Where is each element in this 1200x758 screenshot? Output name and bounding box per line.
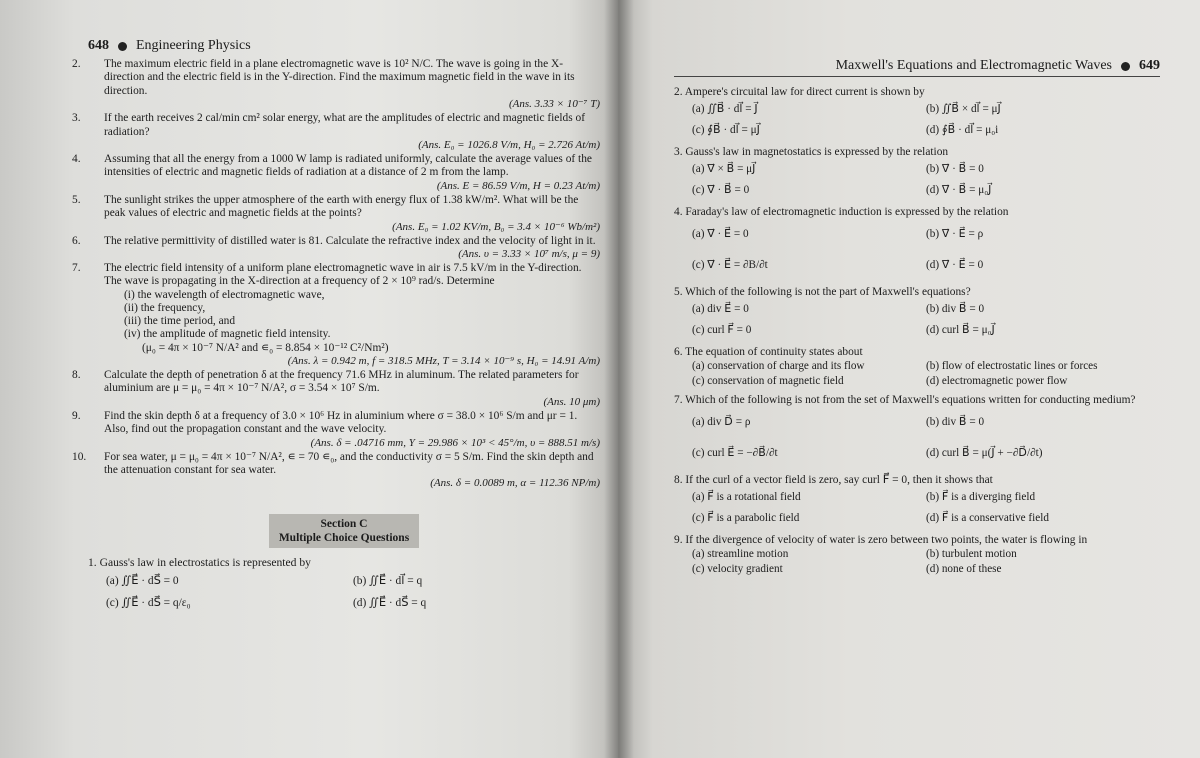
section-title: Multiple Choice Questions xyxy=(278,532,410,545)
problem-6: 6. The relative permittivity of distilled water is 81. Calculate the refractive index and the velocity of light in it. (Ans. υ = 3.33 × 10⁷ m/s, μ = 9) xyxy=(72,234,600,261)
mcq-2-options xyxy=(692,99,1160,141)
mcq-2-question: 2. Ampere's circuital law for direct current is shown by xyxy=(674,86,925,98)
option-c: (c) curl E⃗ = −∂B⃗/∂t xyxy=(692,447,778,459)
problem-3: 3. If the earth receives 2 cal/min cm² solar energy, what are the amplitudes of electric and magnetic fields of radiation? (Ans. E₀ = 1026.8 V/m, H₀ = 2.726 At/m) xyxy=(72,112,600,152)
mcq-3-options xyxy=(692,159,1160,201)
option-c: (c) velocity gradient xyxy=(692,563,783,575)
problem-5: 5. The sunlight strikes the upper atmosphere of the earth with energy flux of 1.38 kW/m². What will be the peak values of electric and magnetic fields at the points? (Ans. E₀ = 1.02 KV/m, B₀ = 3.4 × 10⁻⁶ Wb/m²) xyxy=(72,193,600,233)
answer: (Ans. E = 86.59 V/m, H = 0.23 At/m) xyxy=(436,179,600,192)
mcq-3-question: 3. Gauss's law in magnetostatics is expressed by the relation xyxy=(674,146,949,158)
right-running-title: Maxwell's Equations and Electromagnetic Waves xyxy=(835,58,1112,73)
right-page xyxy=(618,0,1200,758)
option-c: (c) ∇⃗ · B⃗ = 0 xyxy=(692,184,750,196)
option-c: (c) ∇⃗ · E⃗ = ∂B/∂t xyxy=(692,259,768,271)
option-a: (a) conservation of charge and its flow xyxy=(692,360,865,372)
answer: (Ans. E₀ = 1.02 KV/m, B₀ = 3.4 × 10⁻⁶ Wb/m²) xyxy=(392,220,600,233)
bullet-icon xyxy=(1121,62,1130,71)
option-d: (d) curl B⃗ = μ(J⃗ + −∂D⃗/∂t) xyxy=(926,447,1043,459)
answer: (Ans. 10 μm) xyxy=(543,395,600,408)
part-ii: (ii) the frequency, xyxy=(124,302,206,315)
option-c: (c) ∮B⃗ · dl⃗ = μJ⃗ xyxy=(692,124,760,136)
answer: (Ans. δ = .04716 mm, Υ = 29.986 × 10³ < 45°/m, υ = 888.51 m/s) xyxy=(310,436,600,449)
problem-8: 8. Calculate the depth of penetration δ at the frequency 71.6 MHz in aluminum. The related parameters for aluminium are μ = μ₀ = 4π × 10⁻⁷ N/A², σ = 3.54 × 10⁷ S/m. (Ans. 10 μm) xyxy=(72,368,600,408)
right-header xyxy=(674,58,1160,77)
answer: (Ans. υ = 3.33 × 10⁷ m/s, μ = 9) xyxy=(458,248,600,261)
answer: (Ans. E₀ = 1026.8 V/m, H₀ = 2.726 At/m) xyxy=(418,139,600,152)
answer: (Ans. δ = 0.0089 m, α = 112.36 NP/m) xyxy=(430,477,600,490)
option-d: (d) electromagnetic power flow xyxy=(926,375,1068,387)
problem-10: 10. For sea water, μ = μ₀ = 4π × 10⁻⁷ N/A², ∊ = 70 ∊₀, and the conductivity σ = 5 S/m. Find the skin depth and the attenuation constant for sea water. (Ans. δ = 0.0089 m, α = 112.36 NP/m) xyxy=(72,450,600,490)
mcq-5-question: 5. Which of the following is not the part of Maxwell's equations? xyxy=(674,286,971,298)
option-d: (d) F⃗ is a conservative field xyxy=(926,512,1049,524)
mcq-7-options xyxy=(692,407,1160,469)
option-a: (a) streamline motion xyxy=(692,548,789,560)
mcq-7-question: 7. Which of the following is not from the set of Maxwell's equations written for conducting medium? xyxy=(674,394,1136,406)
option-c: (c) conservation of magnetic field xyxy=(692,375,844,387)
mcq-6-question: 6. The equation of continuity states about xyxy=(674,346,863,358)
option-b: (b) ∬B⃗ × dl⃗ = μJ⃗ xyxy=(926,103,1001,115)
option-a: (a) ∇⃗ × B⃗ = μJ⃗ xyxy=(692,163,756,175)
option-d: (d) ∇⃗ · E⃗ = 0 xyxy=(926,259,984,271)
option-c: (c) ∬E⃗ · dS⃗ = q/ε₀ xyxy=(106,597,191,610)
left-running-title: Engineering Physics xyxy=(136,38,251,53)
option-d: (d) curl B⃗ = μ₀J⃗ xyxy=(926,324,995,336)
problem-2: 2. The maximum electric field in a plane electromagnetic wave is 10² N/C. The wave is going in the X-direction and the electric field is in the Y-direction. Find the maximum magnetic field in the wave in its direction. (Ans. 3.33 × 10⁻⁷ T) xyxy=(72,58,600,111)
mcq-6-options xyxy=(692,359,1160,389)
part-iv: (iv) the amplitude of magnetic field intensity. xyxy=(124,328,331,341)
answer: (Ans. 3.33 × 10⁻⁷ T) xyxy=(509,98,600,111)
mcq-8-options xyxy=(692,487,1160,529)
option-d: (d) ∮B⃗ · dl⃗ = μ₀i xyxy=(926,124,999,136)
mcq-9-options xyxy=(692,547,1160,577)
mcq-4-options xyxy=(692,219,1160,281)
answer: (Ans. λ = 0.942 m, f = 318.5 MHz, T = 3.14 × 10⁻⁹ s, H₀ = 14.91 A/m) xyxy=(287,354,600,367)
option-b: (b) F⃗ is a diverging field xyxy=(926,491,1036,503)
option-a: (a) ∇⃗ · E⃗ = 0 xyxy=(692,228,749,240)
option-b: (b) div B⃗ = 0 xyxy=(926,416,985,428)
problem-4: 4. Assuming that all the energy from a 1000 W lamp is radiated uniformly, calculate the average values of the intensities of electric and magnetic fields of radiation at a distance of 2 m from the lamp. (Ans. E = 86.59 V/m, H = 0.23 At/m) xyxy=(72,153,600,192)
mcq-1-question: 1. Gauss's law in electrostatics is represented by xyxy=(88,556,311,570)
mcq-4-question: 4. Faraday's law of electromagnetic induction is expressed by the relation xyxy=(674,206,1009,218)
option-b: (b) turbulent motion xyxy=(926,548,1017,560)
option-d: (d) ∇⃗ · B⃗ = μ₀J⃗ xyxy=(926,184,992,196)
option-b: (b) flow of electrostatic lines or forces xyxy=(926,360,1098,372)
option-d: (d) none of these xyxy=(926,563,1002,575)
option-b: (b) ∇⃗ · B⃗ = 0 xyxy=(926,163,984,175)
section-label: Section C xyxy=(320,518,368,531)
part-i: (i) the wavelength of electromagnetic wave, xyxy=(124,288,325,301)
option-b: (b) ∬E⃗ · dl⃗ = q xyxy=(353,575,423,588)
book-gutter xyxy=(604,0,634,758)
bullet-icon xyxy=(118,42,127,51)
mcq-5-options xyxy=(692,299,1160,341)
mcq-8-question: 8. If the curl of a vector field is zero, say curl F⃗ = 0, then it shows that xyxy=(674,474,993,486)
given-constants: (μ₀ = 4π × 10⁻⁷ N/A² and ∊₀ = 8.854 × 10⁻¹² C²/Nm²) xyxy=(142,341,389,354)
part-iii: (iii) the time period, and xyxy=(124,315,236,328)
mcq-1-options xyxy=(106,570,600,614)
mcq-9-question: 9. If the divergence of velocity of water is zero between two points, the water is flowing in xyxy=(674,534,1088,546)
option-a: (a) ∬E⃗ · dS⃗ = 0 xyxy=(106,575,179,588)
option-a: (a) div E⃗ = 0 xyxy=(692,303,749,315)
option-a: (a) F⃗ is a rotational field xyxy=(692,491,801,503)
option-a: (a) div D⃗ = ρ xyxy=(692,416,751,428)
left-header xyxy=(88,38,600,54)
option-c: (c) F⃗ is a parabolic field xyxy=(692,512,800,524)
left-page-number: 648 xyxy=(88,38,109,53)
option-b: (b) ∇⃗ · E⃗ = ρ xyxy=(926,228,984,240)
right-page-number: 649 xyxy=(1139,58,1160,73)
option-a: (a) ∬B⃗ · dl⃗ = J⃗ xyxy=(692,103,758,115)
problem-7: 7. The electric field intensity of a uniform plane electromagnetic wave in air is 7.5 kV/m in the Y-direction. The wave is propagating in the X-direction at a frequency of 2 × 10⁹ rad/s. Determine (i) the wavelength of electromagnetic wave, (ii) the frequency, (iii) the time period, and (iv) the amplitude of magnetic field intensity. (μ₀ = 4π × 10⁻⁷ N/A² and ∊₀ = 8.854 × 10⁻¹² C²/Nm²) (Ans. λ = 0.942 m, f = 318.5 MHz, T = 3.14 × 10⁻⁹ s, H₀ = 14.91 A/m) xyxy=(72,262,600,367)
section-heading xyxy=(269,514,419,548)
option-d: (d) ∬E⃗ · dS⃗ = q xyxy=(353,597,427,610)
problem-9: 9. Find the skin depth δ at a frequency of 3.0 × 10⁶ Hz in aluminium where σ = 38.0 × 10⁶ S/m and μr = 1. Also, find out the propagation constant and the wave velocity. (Ans. δ = .04716 mm, Υ = 29.986 × 10³ < 45°/m, υ = 888.51 m/s) xyxy=(72,409,600,449)
option-c: (c) curl F⃗ = 0 xyxy=(692,324,752,336)
option-b: (b) div B⃗ = 0 xyxy=(926,303,985,315)
